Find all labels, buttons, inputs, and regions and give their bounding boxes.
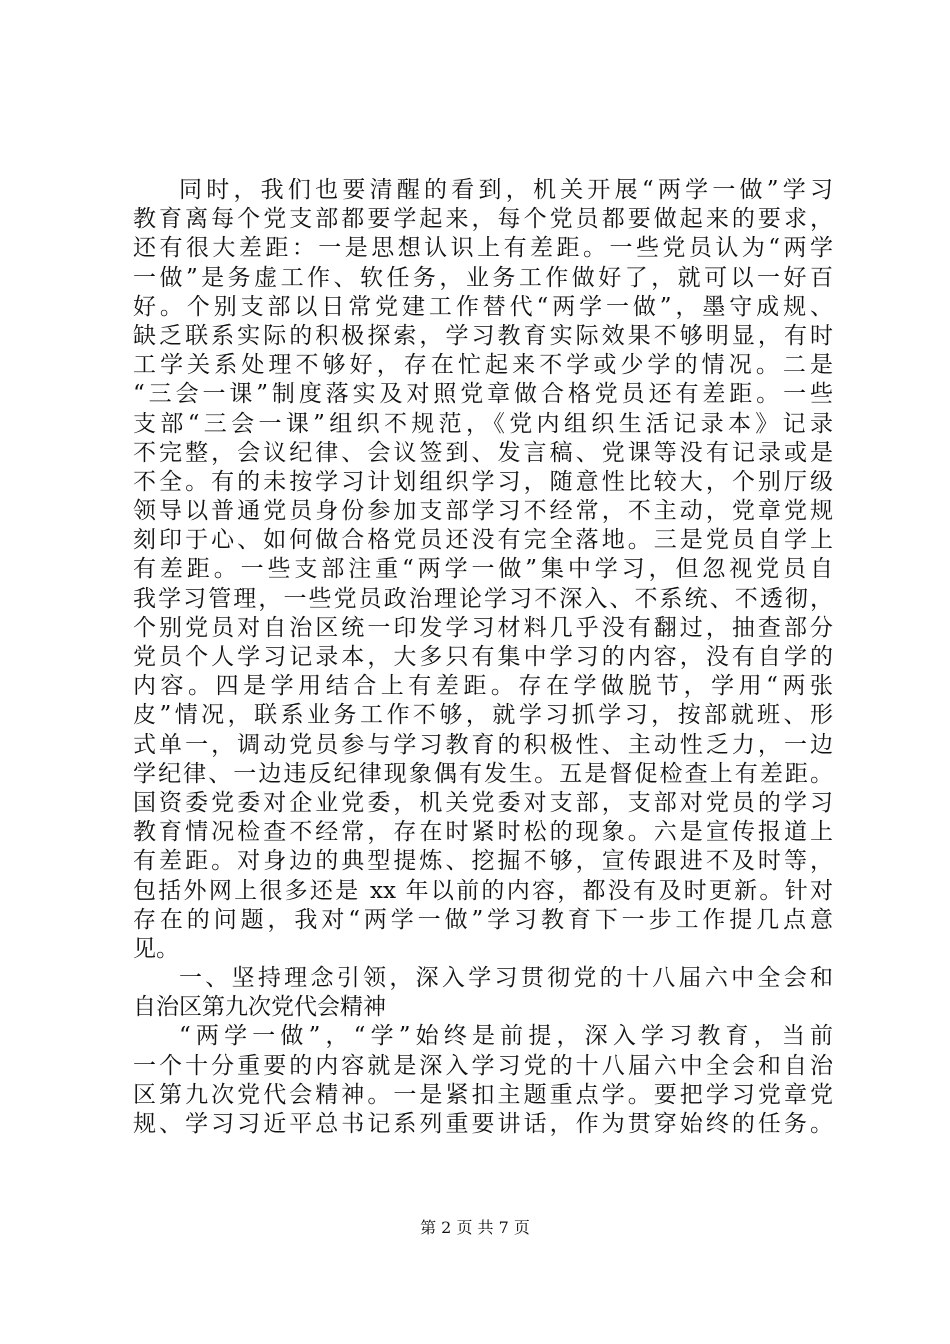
- page-number-footer: 第 2 页 共 7 页: [420, 1218, 530, 1237]
- text-line: 有差距。对身边的典型提炼、挖掘不够，宣传跟进不及时等，: [133, 848, 833, 875]
- text-line: 国资委党委对企业党委，机关党委对支部，支部对党员的学习: [133, 789, 833, 816]
- text-line: 领导以普通党员身份参加支部学习不经常，不主动，党章党规: [133, 498, 833, 525]
- text-line: 学纪律、一边违反纪律现象偶有发生。五是督促检查上有差距。: [133, 760, 833, 787]
- text-line: 见。: [133, 935, 179, 962]
- text-line: 缺乏联系实际的积极探索，学习教育实际效果不够明显，有时: [133, 322, 833, 349]
- text-line: “两学一做”，“学”始终是前提，深入学习教育，当前: [179, 1023, 833, 1050]
- text-line: 还有很大差距：一是思想认识上有差距。一些党员认为“两学: [133, 235, 833, 262]
- text-line: 工学关系处理不够好，存在忙起来不学或少学的情况。二是: [133, 352, 833, 379]
- text-line: 教育离每个党支部都要学起来，每个党员都要做起来的要求，: [133, 206, 833, 233]
- text-line: 教育情况检查不经常，存在时紧时松的现象。六是宣传报道上: [133, 819, 833, 846]
- text-line: 党员个人学习记录本，大多只有集中学习的内容，没有自学的: [133, 644, 833, 670]
- text-line: 有差距。一些支部注重“两学一做”集中学习，但忽视党员自: [133, 556, 833, 583]
- text-line: 刻印于心、如何做合格党员还没有完全落地。三是党员自学上: [133, 527, 833, 554]
- text-line: 不全。有的未按学习计划组织学习，随意性比较大，个别厅级: [133, 468, 833, 495]
- text-line: 内容。四是学用结合上有差距。存在学做脱节，学用“两张: [133, 673, 833, 700]
- text-line: 皮”情况，联系业务工作不够，就学习抓学习，按部就班、形: [133, 702, 833, 729]
- text-line: 个别党员对自治区统一印发学习材料几乎没有翻过，抽查部分: [133, 614, 833, 641]
- text-line: 包括外网上很多还是 xx 年以前的内容，都没有及时更新。针对: [133, 877, 833, 904]
- text-line: 支部“三会一课”组织不规范，《党内组织生活记录本》记录: [133, 410, 833, 437]
- document-body: [133, 176, 833, 1139]
- text-line: 同时，我们也要清醒的看到，机关开展“两学一做”学习: [179, 177, 833, 203]
- text-line: “三会一课”制度落实及对照党章做合格党员还有差距。一些: [133, 381, 833, 408]
- section-heading-line: 自治区第九次党代会精神: [133, 994, 386, 1021]
- text-line: 好。个别支部以日常党建工作替代“两学一做”，墨守成规、: [133, 293, 833, 320]
- text-line: 区第九次党代会精神。一是紧扣主题重点学。要把学习党章党: [133, 1081, 833, 1108]
- text-line: 存在的问题，我对“两学一做”学习教育下一步工作提几点意: [133, 906, 833, 933]
- text-line: 式单一，调动党员参与学习教育的积极性、主动性乏力，一边: [133, 731, 833, 758]
- text-line: 一个十分重要的内容就是深入学习党的十八届六中全会和自治: [133, 1052, 833, 1079]
- text-line: 规、学习习近平总书记系列重要讲话，作为贯穿始终的任务。: [133, 1111, 833, 1137]
- text-line: 不完整，会议纪律、会议签到、发言稿、党课等没有记录或是: [133, 439, 833, 466]
- text-line: 一做”是务虚工作、软任务，业务工作做好了，就可以一好百: [133, 264, 833, 291]
- section-heading-line: 一、坚持理念引领，深入学习贯彻党的十八届六中全会和: [179, 965, 833, 992]
- text-line: 我学习管理，一些党员政治理论学习不深入、不系统、不透彻，: [133, 585, 833, 612]
